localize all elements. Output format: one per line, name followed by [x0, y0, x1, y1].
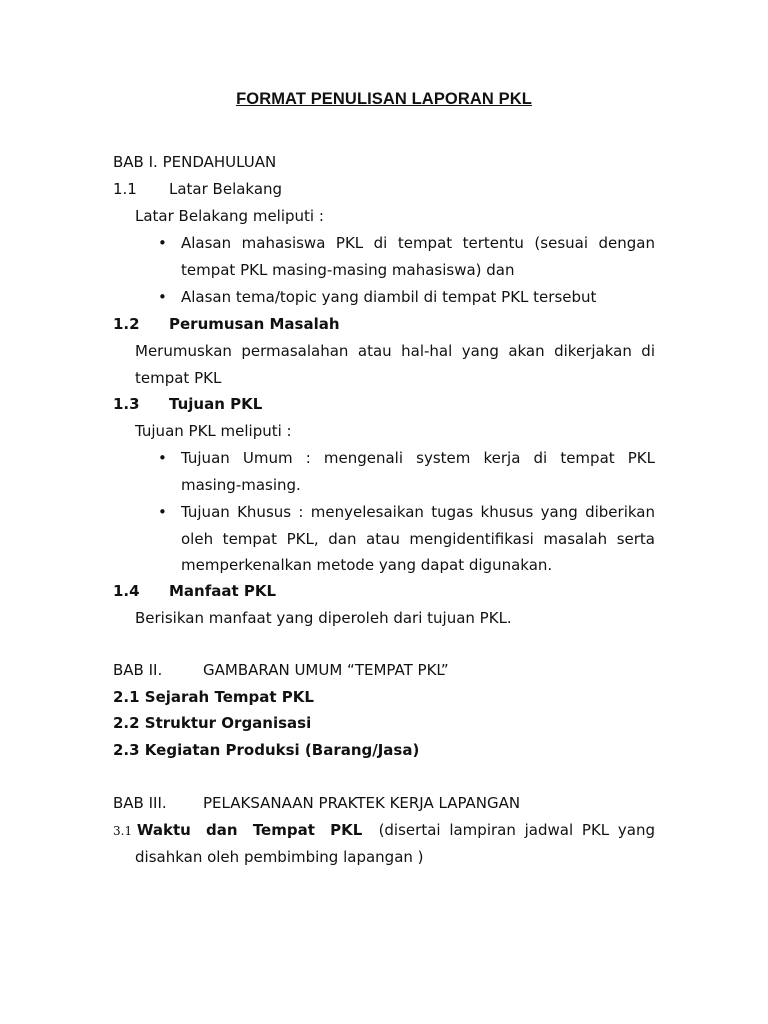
- section-3-1-heading: [113, 820, 655, 841]
- bullet-icon: •: [158, 288, 167, 306]
- section-1-2-heading: [113, 314, 340, 334]
- section-1-4-text: Berisikan manfaat yang diperoleh dari tujuan PKL.: [135, 609, 512, 627]
- section-3-1-note: (disertai lampiran jadwal PKL yang: [378, 821, 655, 839]
- section-number: 3.1: [113, 824, 133, 838]
- bullet-1-1-a-line-1: Alasan mahasiswa PKL di tempat tertentu (sesuai dengan: [181, 234, 655, 252]
- section-1-3-heading: [113, 394, 262, 414]
- bab2-heading: [113, 660, 449, 680]
- section-1-1-heading: [113, 179, 282, 199]
- section-title: Tujuan PKL: [169, 395, 263, 413]
- section-2-3: 2.3 Kegiatan Produksi (Barang/Jasa): [113, 741, 420, 759]
- section-3-1-title-group: [113, 820, 362, 841]
- section-1-1-intro: Latar Belakang meliputi :: [135, 207, 324, 225]
- bullet-1-3-a-line-2: masing-masing.: [181, 476, 301, 494]
- bullet-icon: •: [158, 449, 167, 467]
- bullet-1-3-b-line-3: memperkenalkan metode yang dapat digunakan.: [181, 556, 553, 574]
- bullet-1-3-a-line-1: Tujuan Umum : mengenali system kerja di tempat PKL: [181, 449, 655, 467]
- bab-title: PELAKSANAAN PRAKTEK KERJA LAPANGAN: [203, 794, 521, 812]
- section-number: 1.1: [113, 180, 137, 198]
- section-1-2-line-1: Merumuskan permasalahan atau hal-hal yang akan dikerjakan di: [135, 342, 655, 360]
- section-1-2-line-2: tempat PKL: [135, 369, 222, 387]
- bullet-1-1-a-line-2: tempat PKL masing-masing mahasiswa) dan: [181, 261, 515, 279]
- section-1-4-heading: [113, 581, 276, 601]
- section-1-3-intro: Tujuan PKL meliputi :: [135, 422, 292, 440]
- bullet-icon: •: [158, 234, 167, 252]
- section-title: Latar Belakang: [169, 180, 283, 198]
- section-title: Manfaat PKL: [169, 582, 277, 600]
- section-title: Waktu dan Tempat PKL: [136, 821, 363, 839]
- section-number: 1.2: [113, 315, 140, 333]
- section-title: Perumusan Masalah: [169, 315, 340, 333]
- bab-label: BAB III.: [113, 794, 167, 812]
- document-title: FORMAT PENULISAN LAPORAN PKL: [236, 90, 532, 108]
- section-2-1: 2.1 Sejarah Tempat PKL: [113, 688, 314, 706]
- bullet-1-3-b-line-2: oleh tempat PKL, dan atau mengidentifikasi masalah serta: [181, 530, 655, 548]
- section-3-1-line-2: disahkan oleh pembimbing lapangan ): [135, 848, 424, 866]
- bullet-1-1-b: Alasan tema/topic yang diambil di tempat PKL tersebut: [181, 288, 597, 306]
- bab-label: BAB II.: [113, 661, 163, 679]
- bab1-heading: BAB I. PENDAHULUAN: [113, 153, 277, 171]
- section-number: 1.3: [113, 395, 140, 413]
- section-2-2: 2.2 Struktur Organisasi: [113, 714, 312, 732]
- bab3-heading: [113, 793, 520, 813]
- bullet-icon: •: [158, 503, 167, 521]
- bullet-1-3-b-line-1: Tujuan Khusus : menyelesaikan tugas khusus yang diberikan: [181, 503, 655, 521]
- bab-title: GAMBARAN UMUM “TEMPAT PKL”: [203, 661, 449, 679]
- section-number: 1.4: [113, 582, 140, 600]
